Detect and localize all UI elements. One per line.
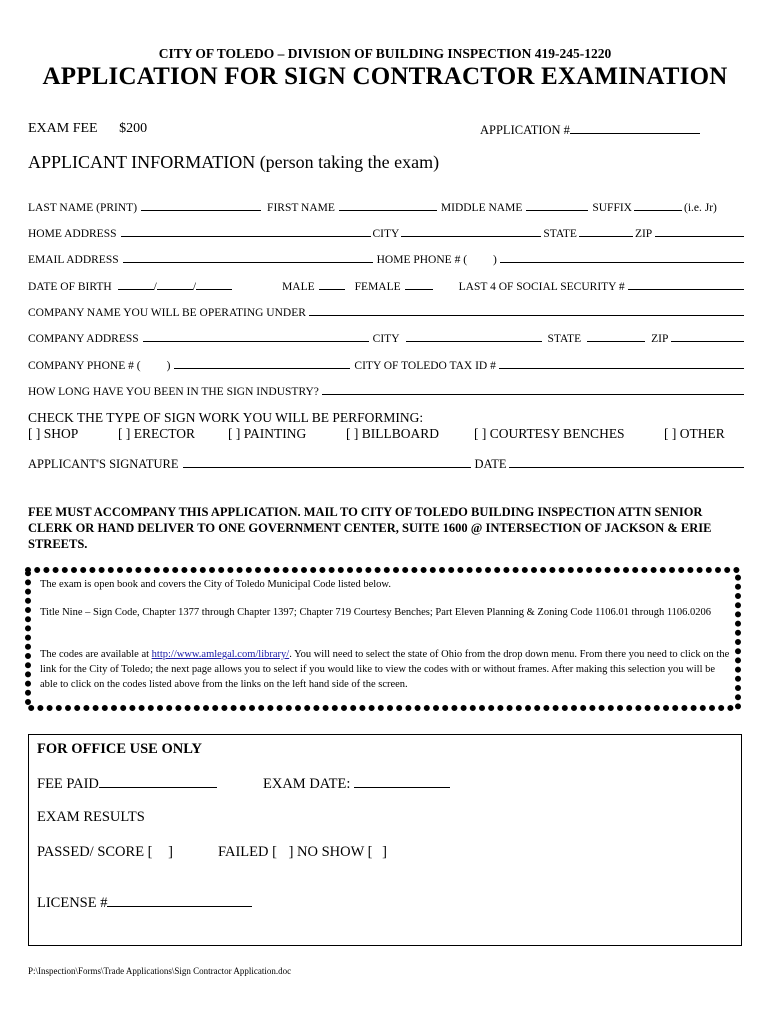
signature-label: APPLICANT'S SIGNATURE	[28, 457, 179, 471]
application-number-field[interactable]	[570, 123, 700, 134]
dob-slash-2: /	[192, 281, 197, 293]
suffix-label: SUFFIX	[592, 202, 632, 214]
no-show-close: ]	[382, 844, 387, 860]
contact-row	[28, 252, 744, 266]
home-phone-field[interactable]	[500, 252, 744, 263]
exam-date-label: EXAM DATE:	[263, 776, 351, 792]
dob-label: DATE OF BIRTH	[28, 281, 112, 293]
exam-info-open-book: The exam is open book and covers the City of Toledo Municipal Code listed below.	[40, 579, 391, 590]
industry-field[interactable]	[322, 384, 744, 395]
male-field[interactable]	[319, 279, 345, 290]
home-city-label: CITY	[372, 228, 400, 240]
license-number-label: LICENSE #	[37, 895, 108, 911]
company-city-field[interactable]	[406, 331, 542, 342]
option-painting-checkbox[interactable]: [ ] PAINTING	[228, 426, 307, 441]
application-number	[480, 123, 700, 138]
home-phone-close: )	[493, 254, 497, 266]
middle-name-label: MIDDLE NAME	[440, 202, 523, 214]
form-title: APPLICATION FOR SIGN CONTRACTOR EXAMINATION	[42, 63, 728, 90]
exam-info-access-post: . You will need to select the state of Ohio from the drop down menu. From there you need to click on the link for the City of Toledo; the next page allows you to select if you would like to view the codes with or without frames. After making this selection you will be able to click on the codes listed above from the links on the left hand side of the screen.	[40, 649, 730, 690]
female-label: FEMALE	[354, 281, 401, 293]
company-zip-field[interactable]	[671, 331, 744, 342]
fee-paid-field[interactable]	[99, 775, 217, 788]
fee-paid-label: FEE PAID	[37, 776, 99, 792]
passed-score-close: ]	[168, 844, 173, 860]
personal-row	[28, 279, 744, 293]
company-phone-field[interactable]	[174, 358, 350, 369]
dob-month-field[interactable]	[118, 279, 154, 290]
middle-name-field[interactable]	[526, 200, 588, 211]
passed-score-label: PASSED/ SCORE [	[37, 844, 153, 860]
suffix-hint: (i.e. Jr)	[683, 202, 717, 214]
sign-work-prompt: CHECK THE TYPE OF SIGN WORK YOU WILL BE PERFORMING:	[28, 410, 424, 425]
application-number-label: APPLICATION #	[480, 123, 570, 137]
male-label: MALE	[282, 281, 315, 293]
industry-row	[28, 384, 744, 398]
company-name-row	[28, 305, 744, 319]
last-name-field[interactable]	[141, 200, 261, 211]
exam-results-label: EXAM RESULTS	[37, 809, 145, 825]
company-phone-label: COMPANY PHONE # (	[28, 360, 141, 372]
exam-fee-label: EXAM FEE	[28, 121, 98, 136]
first-name-field[interactable]	[339, 200, 437, 211]
suffix-field[interactable]	[634, 200, 682, 211]
signature-date-field[interactable]	[509, 457, 744, 468]
exam-info-access-pre: The codes are available at	[40, 649, 152, 660]
tax-id-label: CITY OF TOLEDO TAX ID #	[354, 360, 496, 372]
home-zip-field[interactable]	[655, 226, 744, 237]
company-city-label: CITY	[372, 333, 400, 345]
home-zip-label: ZIP	[634, 228, 653, 240]
failed-no-show	[218, 844, 387, 861]
license-number-field[interactable]	[107, 894, 252, 907]
failed-label: FAILED [	[218, 844, 277, 860]
tax-id-field[interactable]	[499, 358, 744, 369]
dob-slash-1: /	[153, 281, 157, 293]
option-shop-checkbox[interactable]: [ ] SHOP	[28, 426, 79, 441]
fee-paid	[37, 775, 217, 793]
name-row	[28, 200, 744, 214]
email-field[interactable]	[123, 252, 373, 263]
industry-label: HOW LONG HAVE YOU BEEN IN THE SIGN INDUSTRY?	[28, 386, 319, 398]
ssn-field[interactable]	[628, 279, 744, 290]
submission-notice: FEE MUST ACCOMPANY THIS APPLICATION. MAIL TO CITY OF TOLEDO BUILDING INSPECTION ATTN SENIOR CLERK OR HAND DELIVER TO ONE GOVERNMENT CENTER, SUITE 1600 @ INTERSECTION OF JACKSON & ERIE STREETS.	[28, 505, 712, 551]
home-state-label: STATE	[543, 228, 577, 240]
home-address-field[interactable]	[121, 226, 371, 237]
office-use-title: FOR OFFICE USE ONLY	[37, 741, 203, 757]
ssn-label: LAST 4 OF SOCIAL SECURITY #	[458, 281, 625, 293]
exam-date	[263, 775, 450, 793]
company-state-label: STATE	[547, 333, 582, 345]
exam-fee-amount: $200	[119, 121, 148, 136]
dob-day-field[interactable]	[157, 279, 193, 290]
home-city-field[interactable]	[401, 226, 541, 237]
license-number	[37, 894, 252, 912]
company-phone-row	[28, 358, 744, 372]
company-address-field[interactable]	[143, 331, 369, 342]
dob-year-field[interactable]	[196, 279, 232, 290]
option-erector-checkbox[interactable]: [ ] ERECTOR	[118, 426, 195, 441]
company-address-label: COMPANY ADDRESS	[28, 333, 139, 345]
female-field[interactable]	[405, 279, 433, 290]
section-title: APPLICANT INFORMATION (person taking the exam)	[28, 152, 440, 172]
signature-field[interactable]	[183, 457, 471, 468]
exam-info-access	[40, 647, 730, 692]
signature-date-label: DATE	[474, 457, 507, 471]
signature-row	[28, 457, 744, 472]
company-zip-label: ZIP	[651, 333, 669, 345]
email-label: EMAIL ADDRESS	[28, 254, 119, 266]
exam-date-field[interactable]	[354, 775, 450, 788]
home-phone-label: HOME PHONE # (	[376, 254, 468, 266]
option-courtesy-benches-checkbox[interactable]: [ ] COURTESY BENCHES	[474, 426, 625, 441]
office-use-box	[28, 734, 742, 946]
last-name-label: LAST NAME (PRINT)	[28, 202, 138, 214]
option-other-checkbox[interactable]: [ ] OTHER	[664, 426, 725, 441]
company-address-row	[28, 331, 744, 345]
company-state-field[interactable]	[587, 331, 645, 342]
file-path-footer: P:\Inspection\Forms\Trade Applications\Sign Contractor Application.doc	[28, 966, 292, 976]
no-show-label: ] NO SHOW [	[288, 844, 373, 860]
option-billboard-checkbox[interactable]: [ ] BILLBOARD	[346, 426, 439, 441]
passed-score	[37, 844, 173, 861]
amlegal-link[interactable]: http://www.amlegal.com/library/	[151, 649, 290, 660]
company-name-label: COMPANY NAME YOU WILL BE OPERATING UNDER	[28, 307, 306, 319]
company-name-field[interactable]	[309, 305, 744, 316]
exam-fee	[28, 121, 147, 137]
home-address-row	[28, 226, 744, 240]
company-phone-close: )	[166, 360, 171, 372]
first-name-label: FIRST NAME	[267, 202, 335, 214]
department-header: CITY OF TOLEDO – DIVISION OF BUILDING INSPECTION 419-245-1220	[158, 46, 612, 61]
home-address-label: HOME ADDRESS	[28, 228, 117, 240]
exam-info-codes: Title Nine – Sign Code, Chapter 1377 through Chapter 1397; Chapter 719 Courtesy Benches; Part Eleven Planning & Zoning Code 1106.01 through 1106.0206	[40, 607, 712, 618]
home-state-field[interactable]	[579, 226, 633, 237]
